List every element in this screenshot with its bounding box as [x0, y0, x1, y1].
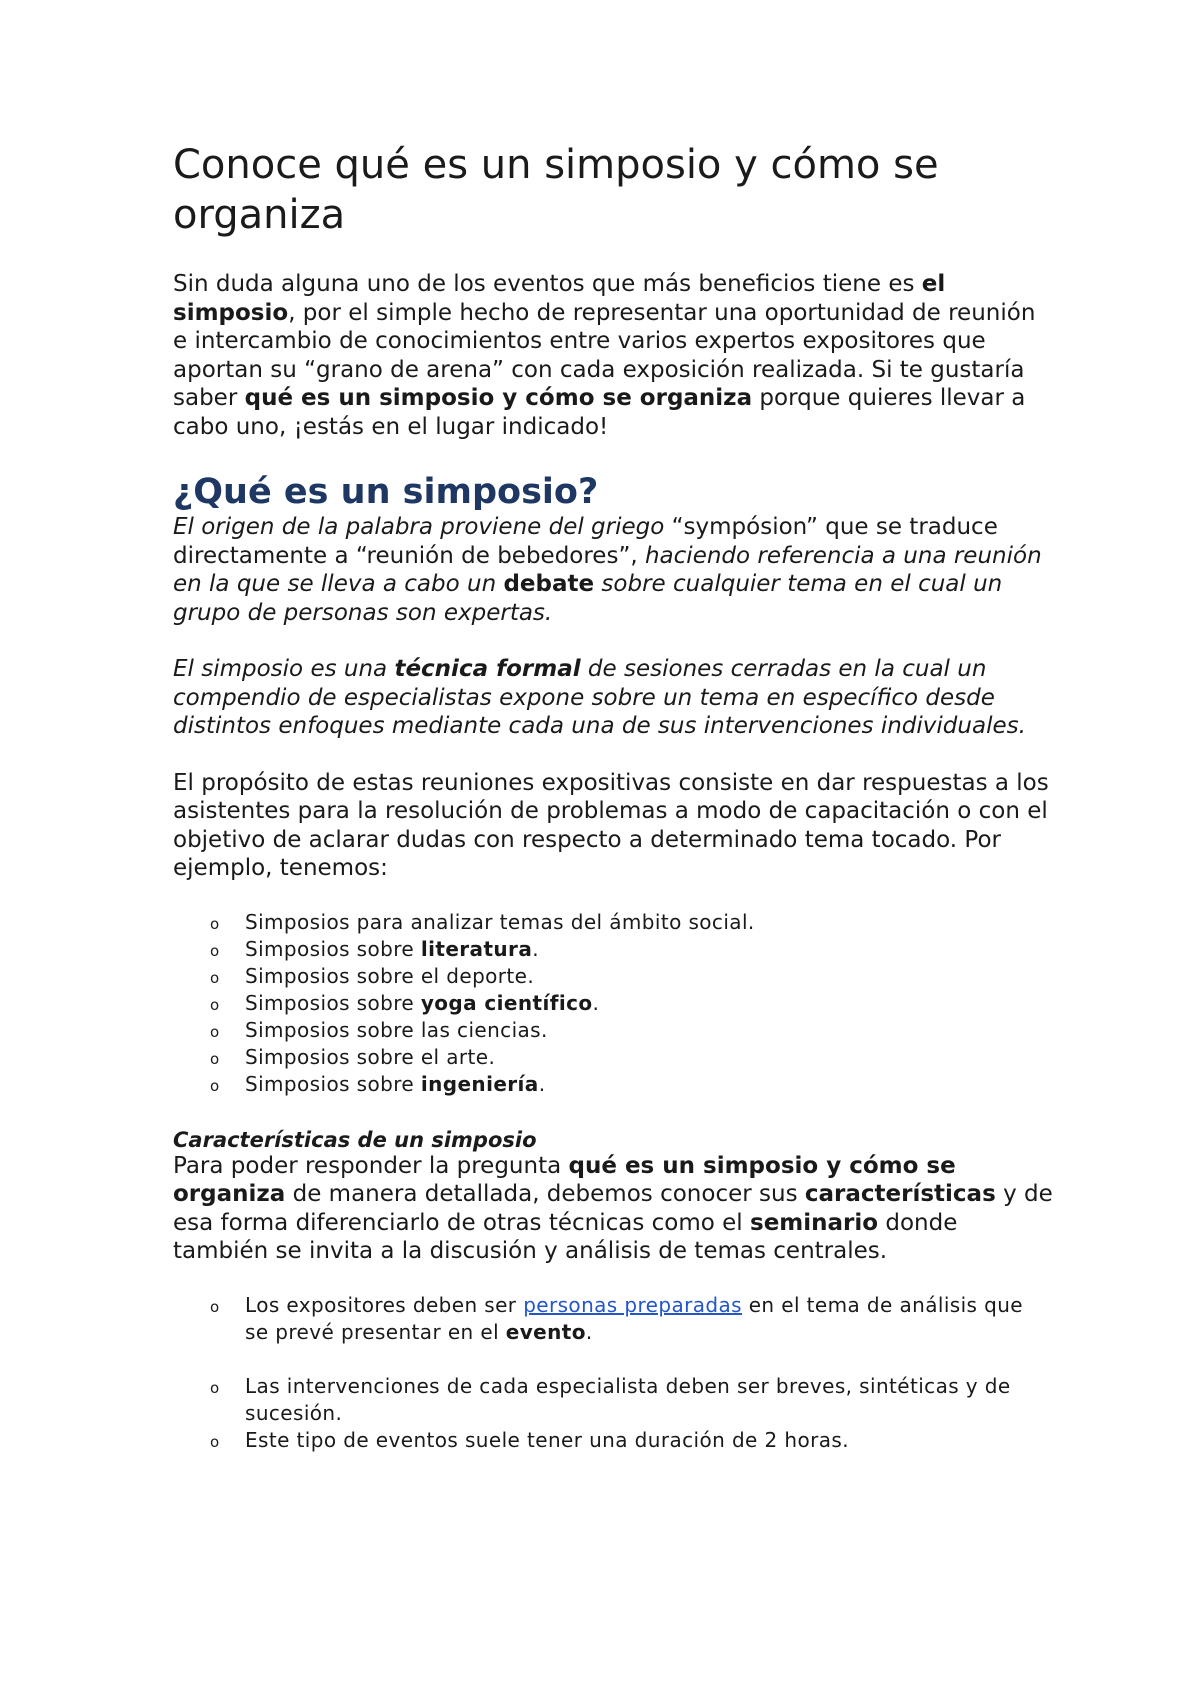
section-heading-what-is: ¿Qué es un simposio? [173, 472, 599, 512]
page-title: Conoce qué es un simposio y cómo se organiza [173, 142, 939, 238]
bullet-marker: o [210, 1297, 220, 1316]
personas-preparadas-link[interactable]: personas preparadas [523, 1292, 742, 1317]
definition-paragraph [173, 655, 1053, 741]
bullet-marker: o [210, 1076, 220, 1095]
bullet-marker: o [210, 995, 220, 1014]
characteristics-paragraph: Para poder responder la pregunta qué es un simposio y cómo se organiza de manera detallada, debemos conocer sus características y de esa forma diferenciarlo de otras técnicas como el seminario donde también se invita a la discusión y análisis de temas centrales. [173, 1152, 1053, 1264]
bullet-marker: o [210, 941, 220, 960]
list-item: o Simposios sobre el arte. [210, 1044, 1053, 1071]
origin-italic-1: El origen de la palabra proviene del griego [173, 514, 672, 540]
list-item: o Simposios sobre el deporte. [210, 963, 1053, 990]
bullet-marker: o [210, 1378, 220, 1397]
intro-paragraph [173, 270, 1053, 441]
bullet-marker: o [210, 1022, 220, 1041]
origin-italic-3: sobre cualquier tema en el cual un grupo de personas son expertas. [173, 571, 1003, 626]
list-item: o Simposios sobre ingeniería. [210, 1071, 1053, 1098]
bullet-marker: o [210, 914, 220, 933]
definition-bold-1: técnica formal [394, 656, 581, 682]
origin-bold-1: debate [503, 571, 595, 597]
list-item: o Los expositores deben ser personas preparadas en el tema de análisis que se prevé presentar en el evento. [210, 1292, 1024, 1344]
intro-bold-1: el simposio [173, 271, 946, 326]
characteristics-list [173, 1292, 1053, 1454]
document-page [173, 140, 1053, 1454]
section-heading-characteristics: Características de un simposio [173, 1127, 537, 1152]
intro-text-1: Sin duda alguna uno de los eventos que más beneficios tiene es [173, 271, 922, 297]
list-item: o Simposios para analizar temas del ámbito social. [210, 909, 1053, 936]
bullet-marker: o [210, 968, 220, 987]
origin-text-1: “sympósion” que se traduce directamente a “reunión de bebedores”, [173, 514, 998, 569]
list-item: o Simposios sobre las ciencias. [210, 1017, 1053, 1044]
purpose-paragraph: El propósito de estas reuniones expositivas consiste en dar respuestas a los asistentes para la resolución de problemas a modo de capacitación o con el objetivo de aclarar dudas con respecto a determinado tema tocado. Por ejemplo, tenemos: [173, 769, 1049, 881]
intro-text-2: , por el simple hecho de representar una oportunidad de reunión e intercambio de conocimientos entre varios expertos expositores que aportan su “grano de arena” con cada exposición realizada. Si te gustaría saber [173, 299, 1036, 411]
list-item: o Simposios sobre yoga científico. [210, 990, 1053, 1017]
origin-paragraph [173, 513, 1053, 627]
intro-bold-2: qué es un simposio y cómo se organiza [244, 385, 753, 411]
paragraph-gap [173, 741, 1053, 769]
bullet-marker: o [210, 1432, 220, 1451]
intro-text-3: porque quieres llevar a cabo uno, ¡estás en el lugar indicado! [173, 385, 1026, 440]
definition-italic-1: El simposio es una [173, 656, 395, 682]
list-item: o Simposios sobre literatura. [210, 936, 1053, 963]
definition-italic-2: de sesiones cerradas en la cual un compendio de especialistas expone sobre un tema en específico desde distintos enfoques mediante cada una de sus intervenciones individuales. [173, 656, 1026, 739]
origin-italic-2: haciendo referencia a una reunión en la que se lleva a cabo un [173, 542, 1042, 597]
list-item: o Este tipo de eventos suele tener una duración de 2 horas. [210, 1427, 1053, 1454]
examples-list [173, 909, 1053, 1098]
paragraph-gap [173, 627, 1053, 655]
bullet-marker: o [210, 1049, 220, 1068]
list-item: o Las intervenciones de cada especialista deben ser breves, sintéticas y de sucesión. [210, 1373, 1011, 1425]
